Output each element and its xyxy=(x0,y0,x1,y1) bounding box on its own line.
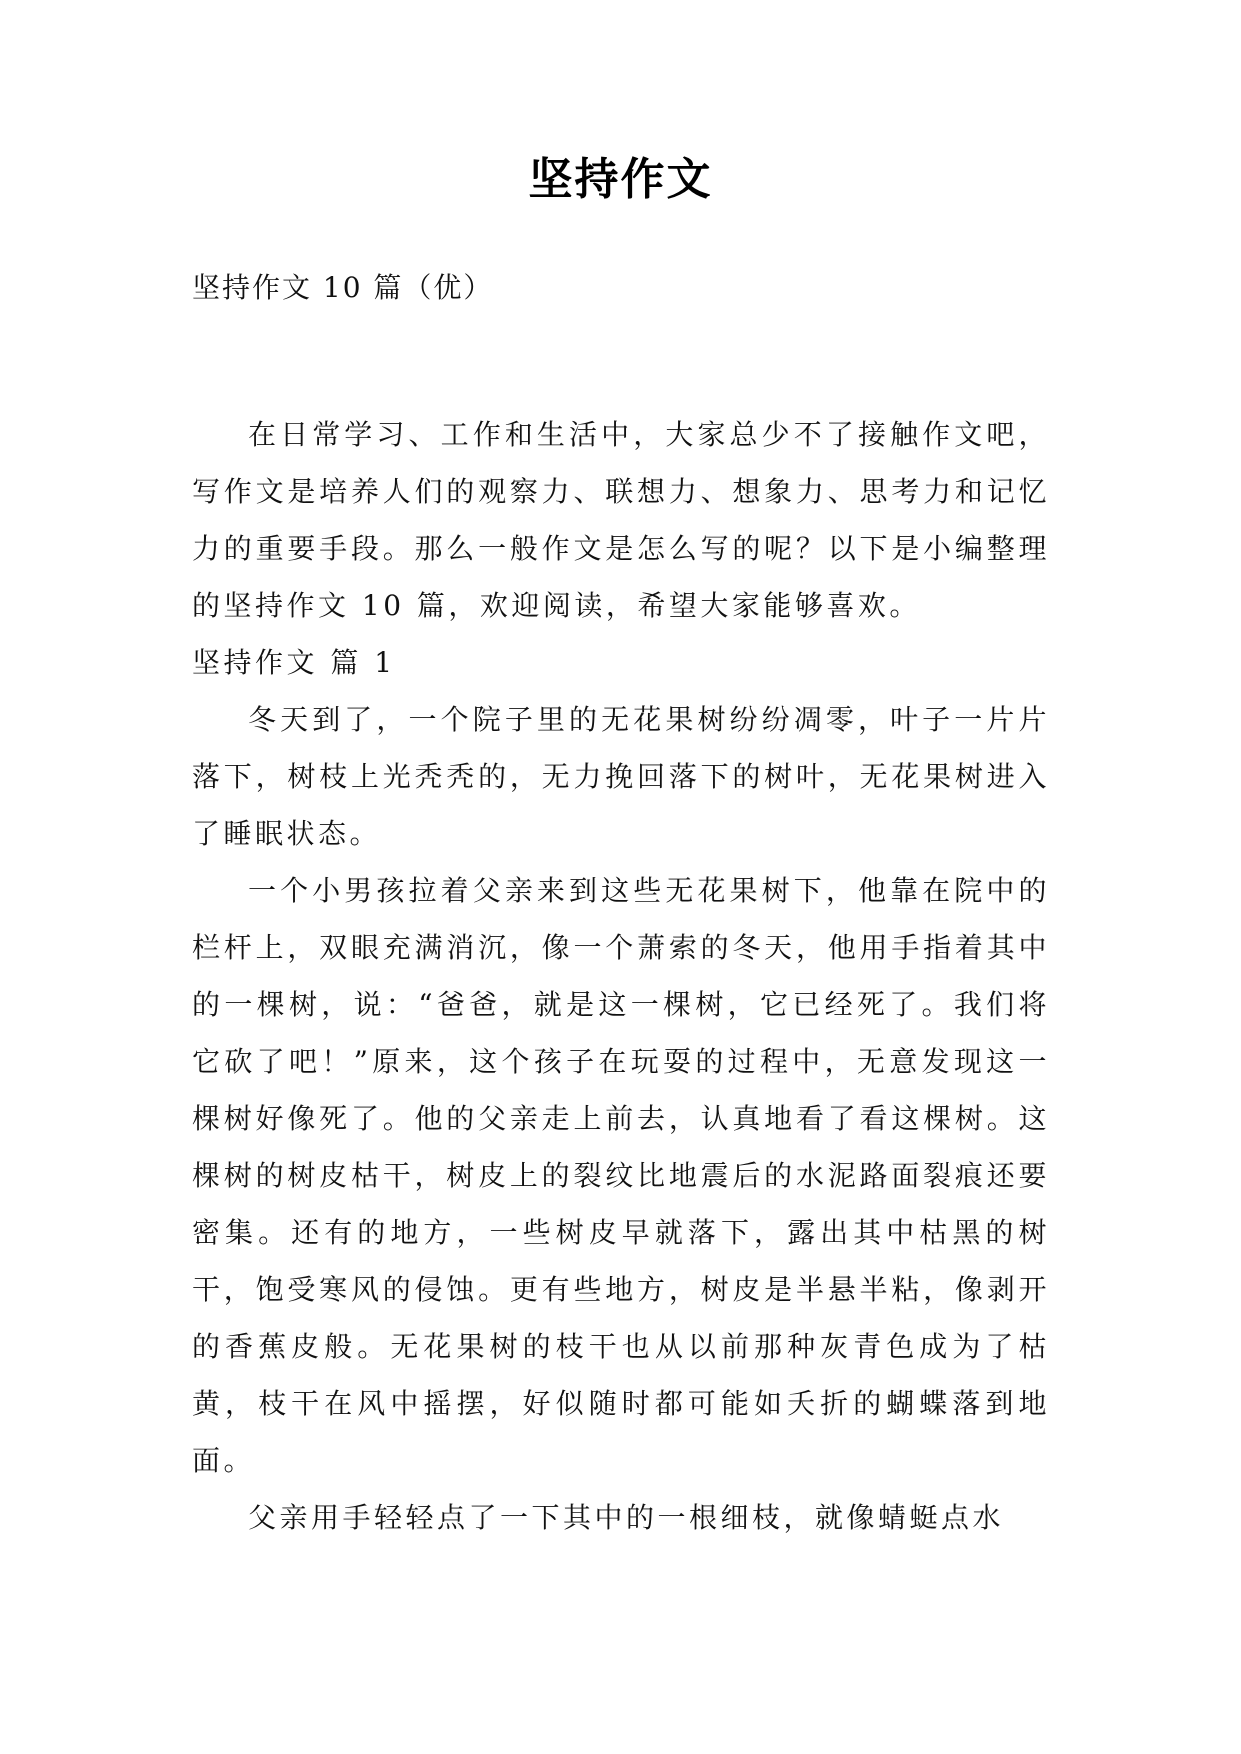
body-paragraph: 父亲用手轻轻点了一下其中的一根细枝，就像蜻蜓点水 xyxy=(248,1501,1005,1534)
document-subtitle: 坚持作文 10 篇（优） xyxy=(192,271,494,304)
section-heading: 坚持作文 篇 1 xyxy=(192,646,396,679)
body-paragraph: 冬天到了，一个院子里的无花果树纷纷凋零，叶子一片片落下，树枝上光秃秃的，无力挽回落下的树叶，无花果树进入了睡眠状态。 xyxy=(192,703,1050,850)
document-title: 坚持作文 xyxy=(528,154,713,205)
intro-paragraph: 在日常学习、工作和生活中，大家总少不了接触作文吧，写作文是培养人们的观察力、联想力、想象力、思考力和记忆力的重要手段。那么一般作文是怎么写的呢？以下是小编整理的坚持作文 10 篇，欢迎阅读，希望大家能够喜欢。 xyxy=(192,418,1050,622)
body-paragraph: 一个小男孩拉着父亲来到这些无花果树下，他靠在院中的栏杆上，双眼充满消沉，像一个萧索的冬天，他用手指着其中的一棵树，说：“爸爸，就是这一棵树，它已经死了。我们将它砍了吧！”原来，这个孩子在玩耍的过程中，无意发现这一棵树好像死了。他的父亲走上前去，认真地看了看这棵树。这棵树的树皮枯干，树皮上的裂纹比地震后的水泥路面裂痕还要密集。还有的地方，一些树皮早就落下，露出其中枯黑的树干，饱受寒风的侵蚀。更有些地方，树皮是半悬半粘，像剥开的香蕉皮般。无花果树的枝干也从以前那种灰青色成为了枯黄，枝干在风中摇摆，好似随时都可能如夭折的蝴蝶落到地面。 xyxy=(192,874,1050,1477)
document-body xyxy=(192,406,1050,1546)
